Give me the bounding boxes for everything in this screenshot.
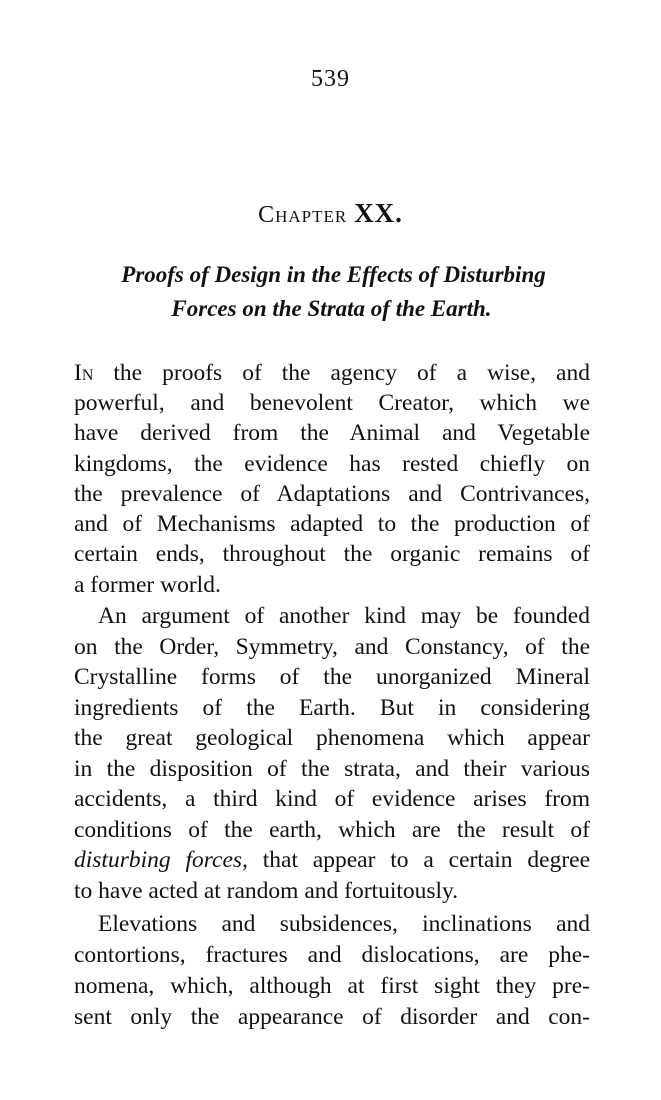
chapter-label: Chapter xyxy=(258,202,348,228)
paragraph-lead-word: In xyxy=(74,360,94,386)
chapter-subtitle-line-1: Proofs of Design in the Effects of Disturbing xyxy=(121,262,546,287)
body-line: and of Mechanisms adapted to the production of xyxy=(74,511,590,537)
body-line: sent only the appearance of disorder and con- xyxy=(74,1004,590,1030)
body-line: to have acted at random and fortuitously. xyxy=(74,878,459,904)
body-line: a former world. xyxy=(74,572,221,598)
body-line: Crystalline forms of the unorganized Mineral xyxy=(74,664,590,690)
body-line: Elevations and subsidences, inclinations and xyxy=(98,911,590,937)
body-line: contortions, fractures and dislocations, are phe- xyxy=(74,942,590,968)
body-line: the great geological phenomena which appear xyxy=(74,725,590,751)
body-line: in the disposition of the strata, and their various xyxy=(74,756,590,782)
chapter-numeral: XX. xyxy=(354,198,403,228)
body-line: the prevalence of Adaptations and Contrivances, xyxy=(74,481,590,507)
body-line: on the Order, Symmetry, and Constancy, of the xyxy=(74,634,590,660)
chapter-subtitle-line-2: Forces on the Strata of the Earth. xyxy=(171,296,492,321)
chapter-heading xyxy=(0,198,661,229)
body-line: nomena, which, although at first sight they pre- xyxy=(74,973,590,999)
body-line xyxy=(74,360,590,387)
body-text: that appear to a certain degree xyxy=(247,847,591,873)
body-line: An argument of another kind may be founded xyxy=(98,603,590,629)
page-number: 539 xyxy=(311,66,350,92)
body-line: conditions of the earth, which are the result of xyxy=(74,817,590,843)
body-line: have derived from the Animal and Vegetable xyxy=(74,420,590,446)
body-line: powerful, and benevolent Creator, which we xyxy=(74,390,590,416)
body-line xyxy=(74,847,590,874)
body-line: ingredients of the Earth. But in considering xyxy=(74,695,590,721)
italic-phrase: disturbing forces, xyxy=(74,847,248,873)
body-line: kingdoms, the evidence has rested chiefly on xyxy=(74,451,590,477)
body-text: the proofs of the agency of a wise, and xyxy=(93,360,590,386)
body-line: certain ends, throughout the organic remains of xyxy=(74,541,590,567)
body-line: accidents, a third kind of evidence arises from xyxy=(74,786,590,812)
